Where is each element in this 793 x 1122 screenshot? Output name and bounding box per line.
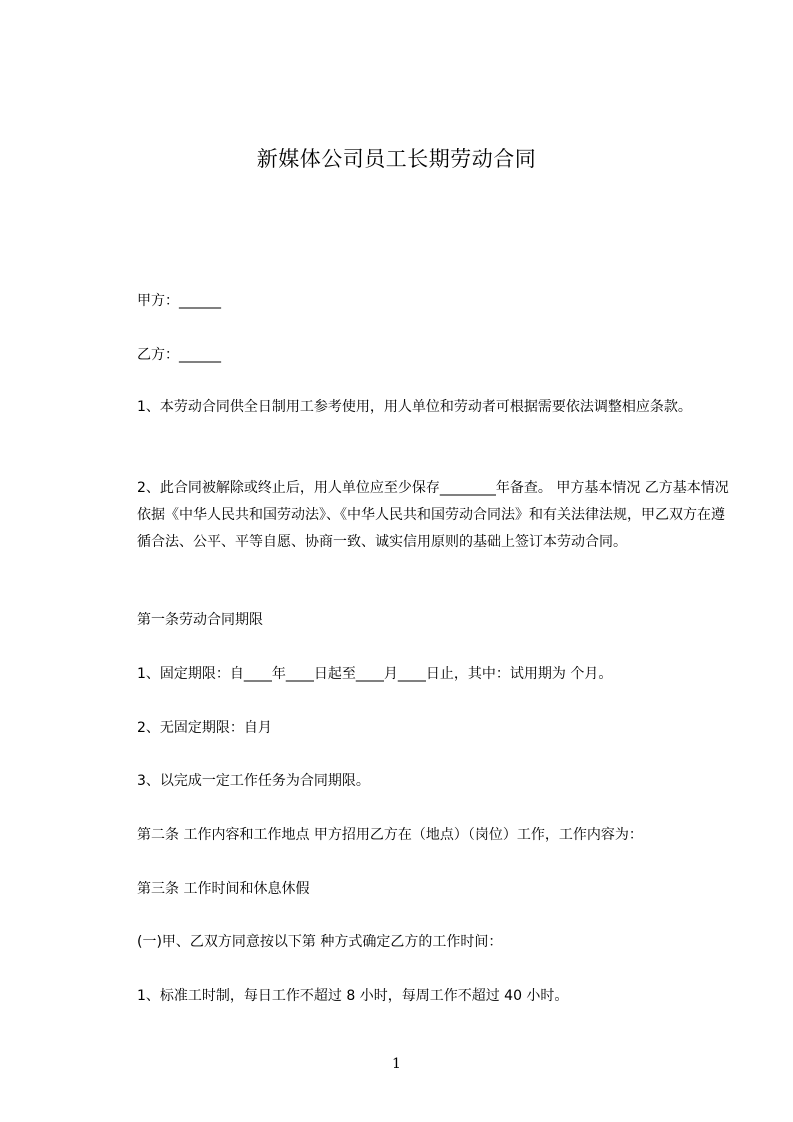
clause-3-1-1: 1、标准工时制，每日工作不超过 8 小时，每周工作不超过 40 小时。: [137, 988, 569, 1004]
document-title: 新媒体公司员工长期劳动合同: [256, 147, 537, 171]
article-1-heading: 第一条劳动合同期限: [137, 612, 263, 628]
article-3-heading: 第三条 工作时间和休息休假: [137, 881, 310, 897]
note-paragraph-2: 2、此合同被解除或终止后，用人单位应至少保存________年备查。 甲方基本情况 乙方基本情况 依据《中华人民共和国劳动法》、《中华人民共和国劳动合同法》和有关法律法规，甲乙双方在遵循合法、公平、平等自愿、协商一致、诚实信用原则的基础上签订本劳动合同。: [137, 480, 729, 550]
page-number: 1: [392, 1056, 401, 1072]
note-paragraph-1: 1、本劳动合同供全日制用工参考使用，用人单位和劳动者可根据需要依法调整相应条款。: [137, 399, 692, 415]
article-2-paragraph: 第二条 工作内容和工作地点 甲方招用乙方在（地点）（岗位）工作，工作内容为：: [137, 827, 643, 843]
party-b-line: 乙方：______: [137, 347, 221, 363]
term-task-clause: 3、以完成一定工作任务为合同期限。: [137, 773, 370, 789]
clause-3-1: (一)甲、乙双方同意按以下第 种方式确定乙方的工作时间：: [137, 934, 503, 950]
party-a-line: 甲方：______: [137, 293, 221, 309]
term-fixed-clause: 1、固定期限：自____年____日起至____月____日止，其中：试用期为 个月。: [137, 666, 613, 682]
term-open-clause: 2、无固定期限：自月: [137, 720, 272, 736]
